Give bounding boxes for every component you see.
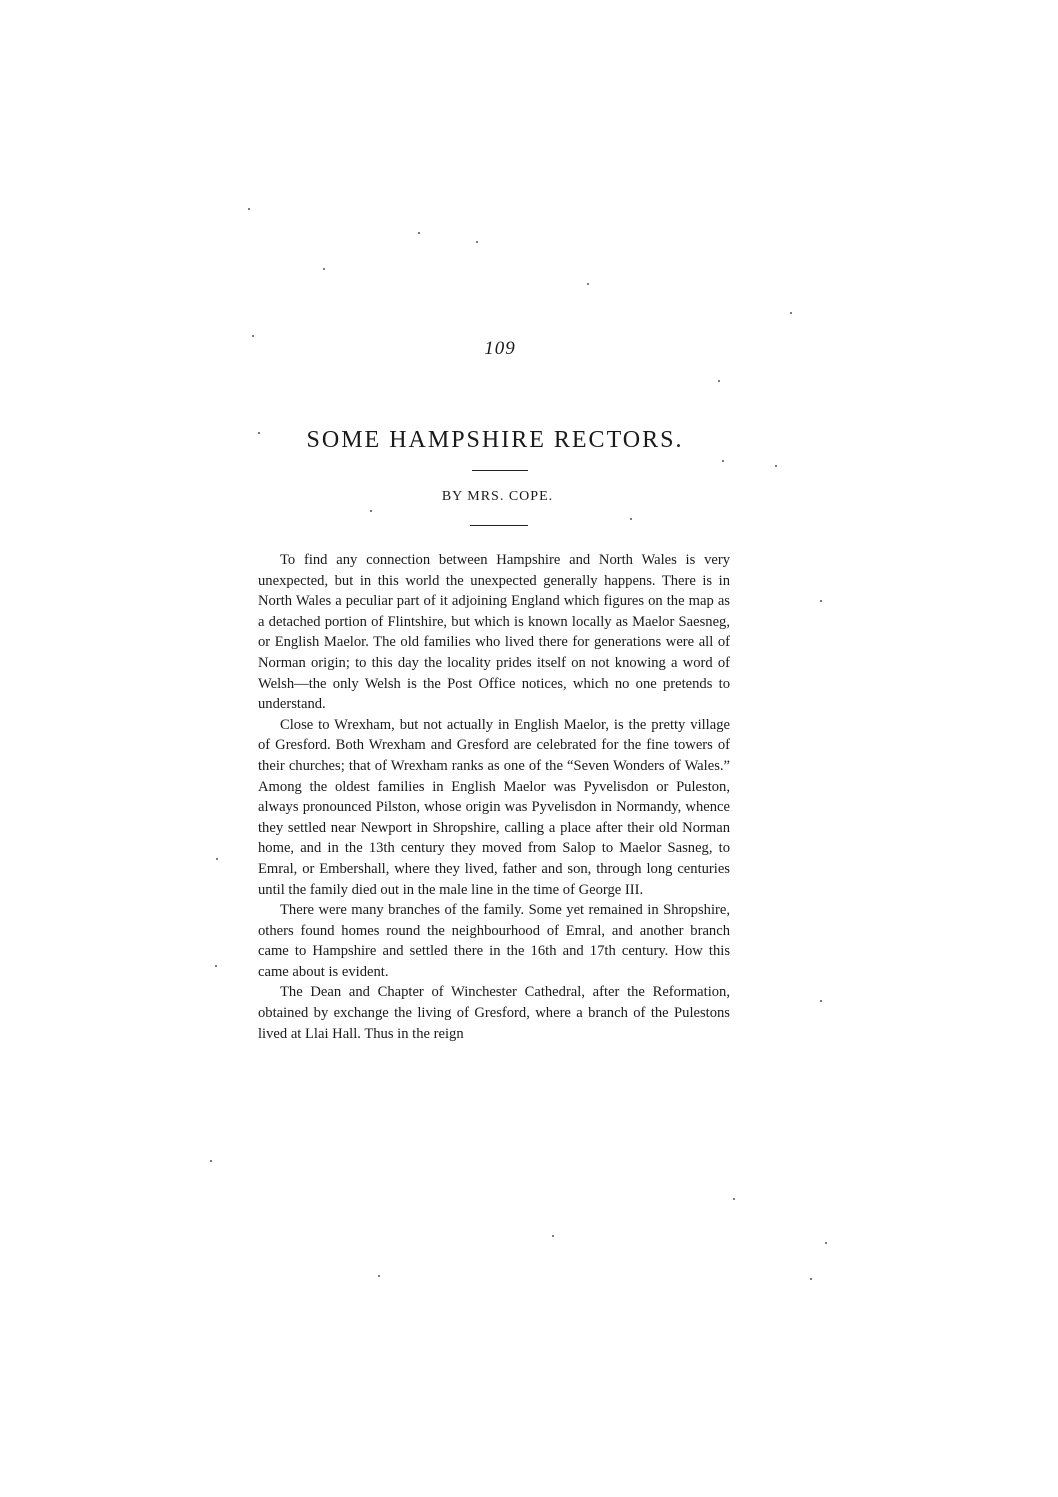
- scan-speck: [252, 335, 254, 337]
- scan-speck: [820, 600, 822, 602]
- page-number: 109: [484, 338, 516, 359]
- byline: BY MRS. COPE.: [441, 489, 554, 504]
- scan-speck: [378, 1275, 380, 1277]
- scan-speck: [216, 858, 218, 860]
- scan-speck: [587, 283, 589, 285]
- byline-rule: [470, 525, 528, 526]
- article-body: [258, 550, 730, 1044]
- scan-speck: [790, 312, 792, 314]
- scan-speck: [722, 460, 724, 462]
- scan-speck: [258, 432, 260, 434]
- scan-speck: [820, 1000, 822, 1002]
- scan-speck: [418, 232, 420, 234]
- scan-speck: [775, 465, 777, 467]
- scan-speck: [476, 241, 478, 243]
- title-rule: [472, 470, 528, 471]
- paragraph: To find any connection between Hampshire and North Wales is very unexpected, but in this world the unexpected generally happens. There is in North Wales a peculiar part of it adjoining England which figures on the map as a detached portion of Flintshire, but which is known locally as Maelor Saesneg, or English Maelor. The old families who lived there for generations were all of Norman origin; to this day the locality prides itself on not knowing a word of Welsh—the only Welsh is the Post Office notices, which no one pretends to understand.: [258, 552, 730, 713]
- scan-speck: [630, 518, 632, 520]
- paragraph: There were many branches of the family. Some yet remained in Shropshire, others found homes round the neighbourhood of Emral, and another branch came to Hampshire and settled there in the 16th and 17th century. How this came about is evident.: [258, 902, 730, 980]
- scan-speck: [370, 510, 372, 512]
- scan-speck: [210, 1160, 212, 1162]
- scan-speck: [825, 1242, 827, 1244]
- scan-speck: [248, 208, 250, 210]
- scan-speck: [733, 1198, 735, 1200]
- scan-speck: [810, 1278, 812, 1280]
- scan-speck: [323, 268, 325, 270]
- scan-speck: [718, 380, 720, 382]
- scan-speck: [215, 965, 217, 967]
- scan-speck: [552, 1235, 554, 1237]
- paragraph: Close to Wrexham, but not actually in English Maelor, is the pretty village of Gresford. Both Wrexham and Gresford are celebrated for the fine towers of their churches; that of Wrexham ranks as one of the “Seven Wonders of Wales.” Among the oldest families in English Maelor was Pyvelisdon or Puleston, always pronounced Pilston, whose origin was Pyvelisdon in Normandy, whence they settled near Newport in Shropshire, calling a place after their old Norman home, and in the 13th century they moved from Salop to Maelor Sasneg, to Emral, or Embershall, where they lived, father and son, through long centuries until the family died out in the male line in the time of George III.: [258, 716, 730, 898]
- article-title: SOME HAMPSHIRE RECTORS.: [306, 427, 684, 453]
- paragraph: The Dean and Chapter of Winchester Cathedral, after the Reformation, obtained by exchange the living of Gresford, where a branch of the Pulestons lived at Llai Hall. Thus in the reign: [258, 984, 730, 1042]
